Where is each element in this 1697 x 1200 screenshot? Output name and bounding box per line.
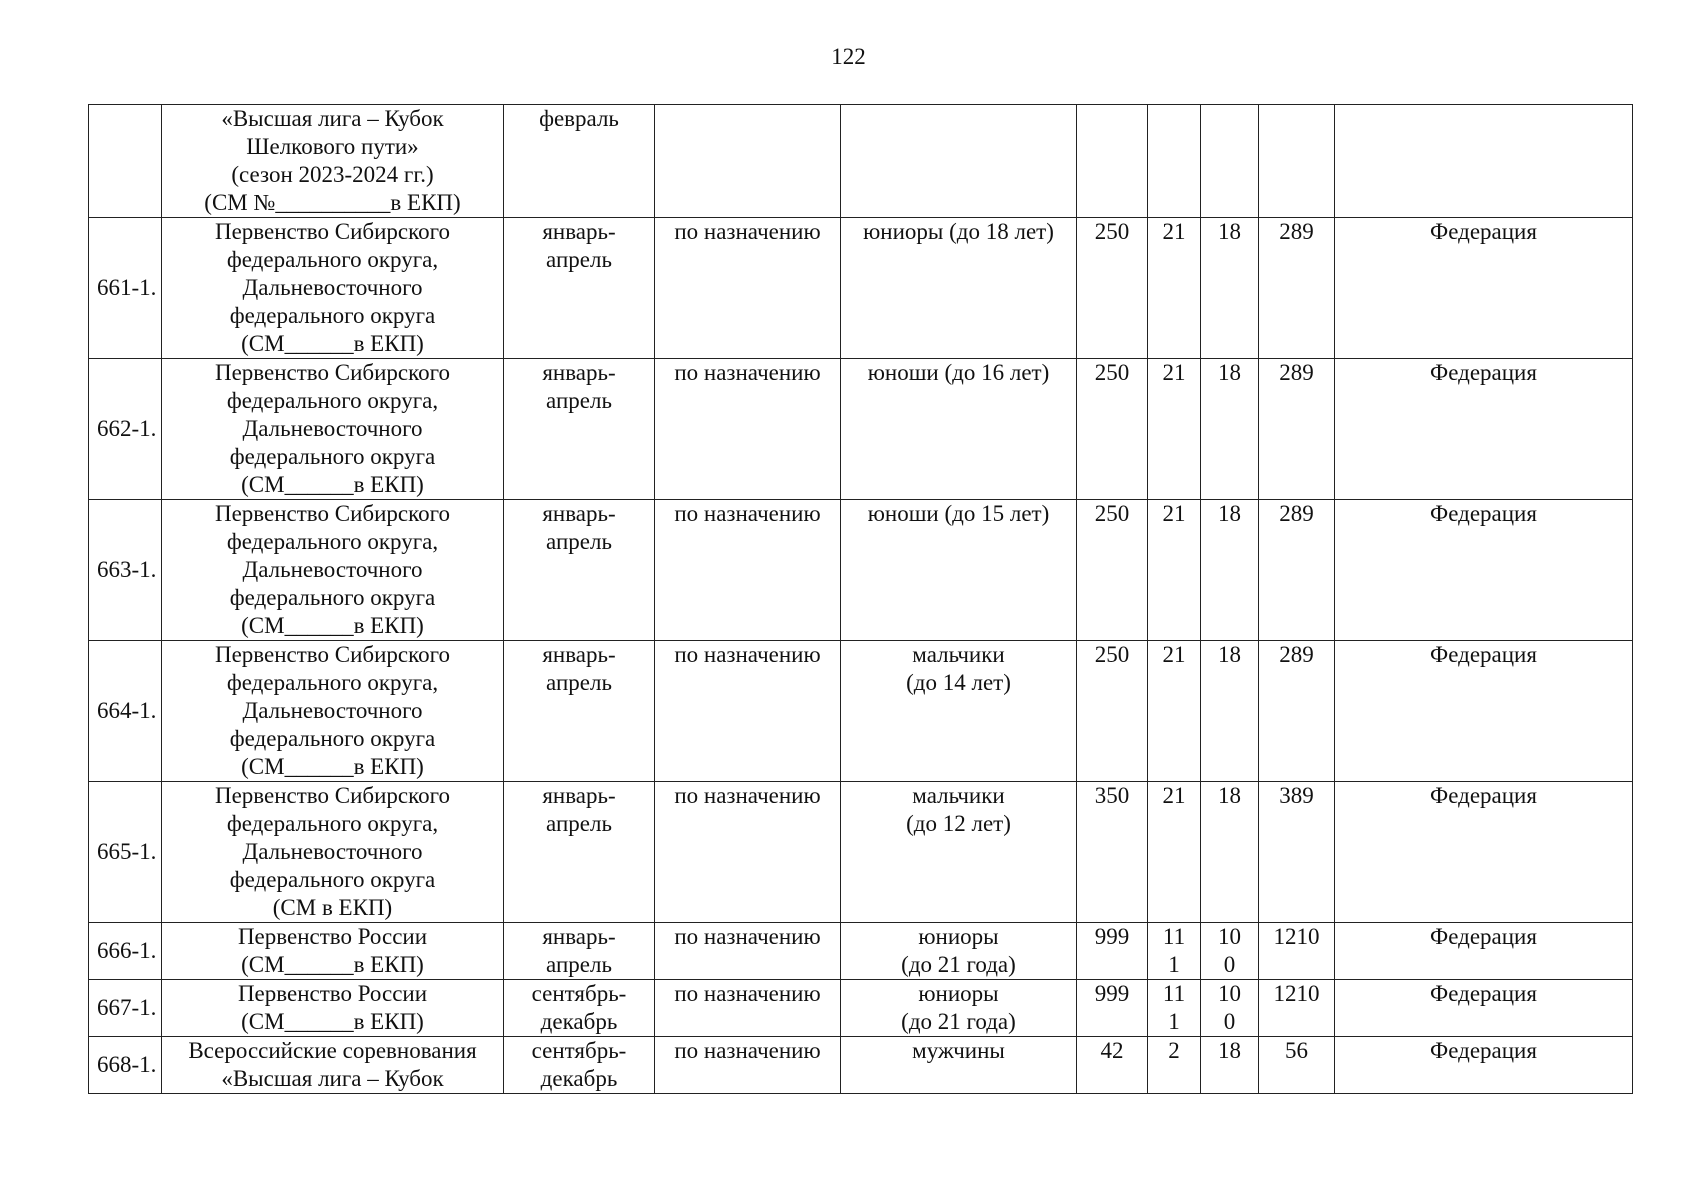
event-count-cell-2: 21 bbox=[1148, 782, 1201, 923]
event-count-cell-2: 21 bbox=[1148, 500, 1201, 641]
event-count-cell-2: 11 1 bbox=[1148, 980, 1201, 1037]
event-period-cell: январь- апрель bbox=[504, 359, 655, 500]
event-organizer-cell: Федерация bbox=[1335, 782, 1633, 923]
event-number-cell bbox=[89, 105, 162, 218]
table-row bbox=[89, 500, 1633, 641]
event-category-cell: юноши (до 15 лет) bbox=[841, 500, 1077, 641]
event-place-cell: по назначению bbox=[655, 641, 841, 782]
event-category-cell: мужчины bbox=[841, 1037, 1077, 1094]
event-place-cell: по назначению bbox=[655, 1037, 841, 1094]
event-number-cell: 667-1. bbox=[89, 980, 162, 1037]
event-name-cell: Первенство Сибирского федерального округа, Дальневосточного федерального округа (СМ______в ЕКП) bbox=[162, 218, 504, 359]
event-place-cell: по назначению bbox=[655, 500, 841, 641]
table-row bbox=[89, 923, 1633, 980]
event-period-cell: январь- апрель bbox=[504, 923, 655, 980]
event-count-cell-4: 1210 bbox=[1259, 923, 1335, 980]
event-name-cell: Первенство Сибирского федерального округа, Дальневосточного федерального округа (СМ в ЕКП) bbox=[162, 782, 504, 923]
event-category-cell: мальчики (до 12 лет) bbox=[841, 782, 1077, 923]
event-period-cell: сентябрь- декабрь bbox=[504, 980, 655, 1037]
table-row bbox=[89, 359, 1633, 500]
event-period-cell: январь- апрель bbox=[504, 782, 655, 923]
events-table bbox=[88, 104, 1633, 1094]
event-count-cell-4: 1210 bbox=[1259, 980, 1335, 1037]
event-category-cell: юниоры (до 18 лет) bbox=[841, 218, 1077, 359]
event-category-cell: мальчики (до 14 лет) bbox=[841, 641, 1077, 782]
table-row bbox=[89, 980, 1633, 1037]
event-organizer-cell: Федерация bbox=[1335, 980, 1633, 1037]
event-place-cell bbox=[655, 105, 841, 218]
event-number-cell: 663-1. bbox=[89, 500, 162, 641]
event-count-cell-2: 11 1 bbox=[1148, 923, 1201, 980]
event-count-cell-1: 42 bbox=[1077, 1037, 1148, 1094]
event-organizer-cell: Федерация bbox=[1335, 359, 1633, 500]
event-place-cell: по назначению bbox=[655, 782, 841, 923]
event-number-cell: 666-1. bbox=[89, 923, 162, 980]
table-row bbox=[89, 1037, 1633, 1094]
page-number: 122 bbox=[831, 44, 866, 69]
event-count-cell-1: 999 bbox=[1077, 923, 1148, 980]
event-count-cell-4 bbox=[1259, 105, 1335, 218]
event-count-cell-4: 289 bbox=[1259, 359, 1335, 500]
event-count-cell-2: 21 bbox=[1148, 359, 1201, 500]
event-organizer-cell: Федерация bbox=[1335, 218, 1633, 359]
event-place-cell: по назначению bbox=[655, 923, 841, 980]
event-organizer-cell bbox=[1335, 105, 1633, 218]
event-number-cell: 665-1. bbox=[89, 782, 162, 923]
event-count-cell-3: 18 bbox=[1201, 218, 1259, 359]
event-count-cell-2: 21 bbox=[1148, 218, 1201, 359]
event-name-cell: Первенство Сибирского федерального округа, Дальневосточного федерального округа (СМ______в ЕКП) bbox=[162, 359, 504, 500]
event-count-cell-1: 999 bbox=[1077, 980, 1148, 1037]
event-name-cell: Первенство России (СМ______в ЕКП) bbox=[162, 923, 504, 980]
event-name-cell: Первенство Сибирского федерального округа, Дальневосточного федерального округа (СМ______в ЕКП) bbox=[162, 641, 504, 782]
event-count-cell-2: 21 bbox=[1148, 641, 1201, 782]
event-name-cell: Первенство Сибирского федерального округа, Дальневосточного федерального округа (СМ______в ЕКП) bbox=[162, 500, 504, 641]
event-count-cell-3: 18 bbox=[1201, 500, 1259, 641]
event-count-cell-3: 10 0 bbox=[1201, 980, 1259, 1037]
event-organizer-cell: Федерация bbox=[1335, 923, 1633, 980]
event-place-cell: по назначению bbox=[655, 359, 841, 500]
event-count-cell-3: 18 bbox=[1201, 1037, 1259, 1094]
event-count-cell-4: 56 bbox=[1259, 1037, 1335, 1094]
event-number-cell: 668-1. bbox=[89, 1037, 162, 1094]
table-row bbox=[89, 641, 1633, 782]
event-category-cell bbox=[841, 105, 1077, 218]
event-number-cell: 661-1. bbox=[89, 218, 162, 359]
table-row bbox=[89, 782, 1633, 923]
table-row bbox=[89, 105, 1633, 218]
event-count-cell-3: 10 0 bbox=[1201, 923, 1259, 980]
event-period-cell: январь- апрель bbox=[504, 500, 655, 641]
event-place-cell: по назначению bbox=[655, 218, 841, 359]
event-number-cell: 664-1. bbox=[89, 641, 162, 782]
table-row bbox=[89, 218, 1633, 359]
event-category-cell: юниоры (до 21 года) bbox=[841, 923, 1077, 980]
event-number-cell: 662-1. bbox=[89, 359, 162, 500]
event-count-cell-3: 18 bbox=[1201, 641, 1259, 782]
event-period-cell: сентябрь- декабрь bbox=[504, 1037, 655, 1094]
event-period-cell: февраль bbox=[504, 105, 655, 218]
event-name-cell: Всероссийские соревнования «Высшая лига – Кубок bbox=[162, 1037, 504, 1094]
event-count-cell-3: 18 bbox=[1201, 782, 1259, 923]
event-count-cell-1 bbox=[1077, 105, 1148, 218]
event-count-cell-1: 250 bbox=[1077, 359, 1148, 500]
event-count-cell-4: 289 bbox=[1259, 641, 1335, 782]
event-period-cell: январь- апрель bbox=[504, 641, 655, 782]
event-count-cell-1: 350 bbox=[1077, 782, 1148, 923]
event-period-cell: январь- апрель bbox=[504, 218, 655, 359]
event-count-cell-2 bbox=[1148, 105, 1201, 218]
event-count-cell-1: 250 bbox=[1077, 500, 1148, 641]
event-count-cell-2: 2 bbox=[1148, 1037, 1201, 1094]
event-count-cell-1: 250 bbox=[1077, 641, 1148, 782]
event-category-cell: юноши (до 16 лет) bbox=[841, 359, 1077, 500]
event-organizer-cell: Федерация bbox=[1335, 500, 1633, 641]
event-count-cell-4: 289 bbox=[1259, 500, 1335, 641]
event-organizer-cell: Федерация bbox=[1335, 641, 1633, 782]
event-name-cell: Первенство России (СМ______в ЕКП) bbox=[162, 980, 504, 1037]
event-category-cell: юниоры (до 21 года) bbox=[841, 980, 1077, 1037]
event-organizer-cell: Федерация bbox=[1335, 1037, 1633, 1094]
event-count-cell-1: 250 bbox=[1077, 218, 1148, 359]
event-count-cell-4: 289 bbox=[1259, 218, 1335, 359]
event-name-cell: «Высшая лига – Кубок Шелкового пути» (сезон 2023-2024 гг.) (СМ №__________в ЕКП) bbox=[162, 105, 504, 218]
event-place-cell: по назначению bbox=[655, 980, 841, 1037]
event-count-cell-3 bbox=[1201, 105, 1259, 218]
event-count-cell-4: 389 bbox=[1259, 782, 1335, 923]
event-count-cell-3: 18 bbox=[1201, 359, 1259, 500]
